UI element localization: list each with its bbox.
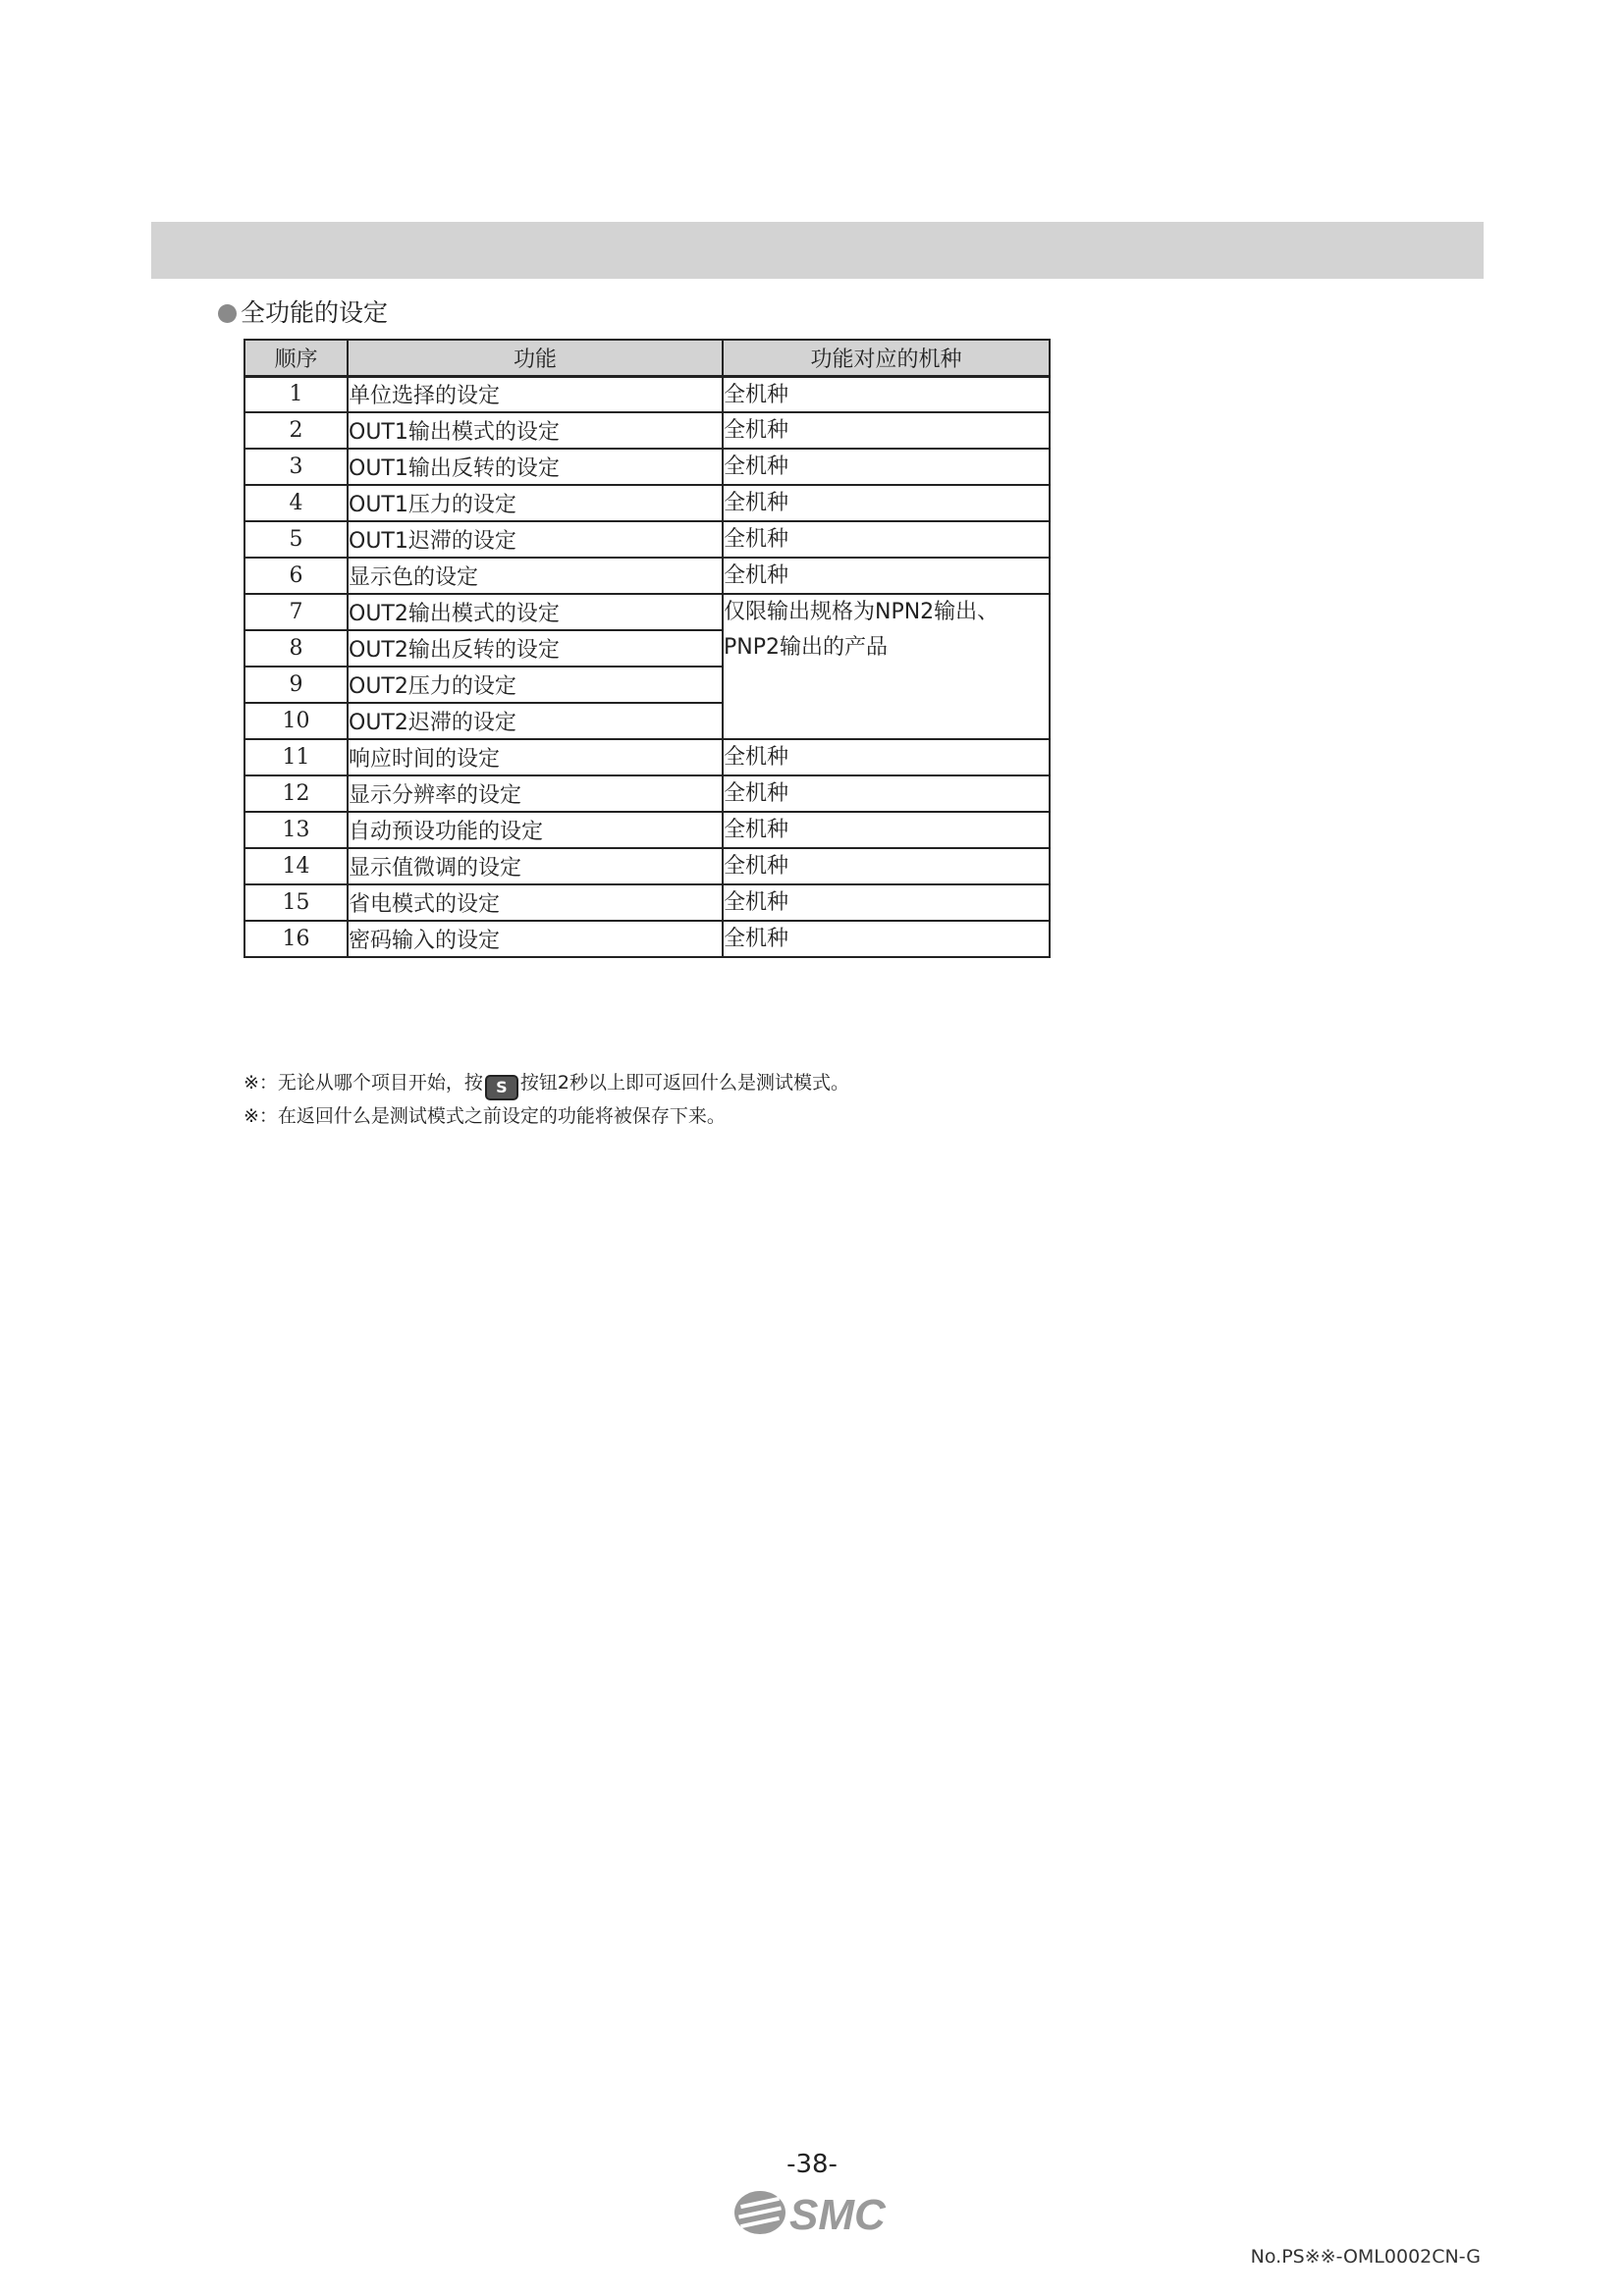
row-model: 全机种 <box>723 521 1050 558</box>
logo-text: SMC <box>789 2191 886 2239</box>
row-function: OUT2压力的设定 <box>348 667 723 703</box>
row-function: OUT1输出反转的设定 <box>348 449 723 485</box>
table-row <box>244 449 1050 485</box>
section-title-text: 全功能的设定 <box>241 298 389 327</box>
row-number: 3 <box>244 449 348 485</box>
row-number: 1 <box>244 376 348 412</box>
bullet-icon <box>218 304 237 323</box>
row-number: 15 <box>244 884 348 921</box>
row-function: OUT2输出反转的设定 <box>348 630 723 667</box>
row-number: 16 <box>244 921 348 957</box>
header-model: 功能对应的机种 <box>723 340 1050 376</box>
row-number: 9 <box>244 667 348 703</box>
table-row <box>244 739 1050 775</box>
row-model: 全机种 <box>723 848 1050 884</box>
row-number: 2 <box>244 412 348 449</box>
row-number: 10 <box>244 703 348 739</box>
row-model-merged <box>723 594 1050 739</box>
row-model: 全机种 <box>723 376 1050 412</box>
row-number: 6 <box>244 558 348 594</box>
row-number: 5 <box>244 521 348 558</box>
section-header-band <box>151 222 1484 279</box>
row-function: OUT1输出模式的设定 <box>348 412 723 449</box>
row-number: 8 <box>244 630 348 667</box>
page-number: -38- <box>786 2150 838 2179</box>
row-function: 显示分辨率的设定 <box>348 775 723 812</box>
row-function: OUT1压力的设定 <box>348 485 723 521</box>
row-number: 13 <box>244 812 348 848</box>
row-model: 全机种 <box>723 884 1050 921</box>
row-model: 全机种 <box>723 485 1050 521</box>
table-row <box>244 376 1050 412</box>
row-function: 显示色的设定 <box>348 558 723 594</box>
row-number: 11 <box>244 739 348 775</box>
header-order: 顺序 <box>244 340 348 376</box>
row-number: 12 <box>244 775 348 812</box>
notes <box>244 1066 849 1133</box>
header-function: 功能 <box>348 340 723 376</box>
row-model: 全机种 <box>723 739 1050 775</box>
merged-model-line1: 仅限输出规格为NPN2输出、 <box>724 600 1000 624</box>
table-row <box>244 558 1050 594</box>
document-number: No.PS※※-OML0002CN-G <box>1250 2246 1481 2268</box>
s-button-icon: S <box>485 1075 518 1100</box>
row-function: 显示值微调的设定 <box>348 848 723 884</box>
table-row <box>244 812 1050 848</box>
note-1-before: ※：无论从哪个项目开始，按 <box>244 1072 483 1094</box>
note-1 <box>244 1066 849 1099</box>
table-row <box>244 921 1050 957</box>
row-function: OUT1迟滞的设定 <box>348 521 723 558</box>
note-1-after: 按钮2秒以上即可返回什么是测试模式。 <box>519 1072 850 1094</box>
merged-model-line2: PNP2输出的产品 <box>724 635 888 660</box>
row-function: OUT2迟滞的设定 <box>348 703 723 739</box>
row-model: 全机种 <box>723 449 1050 485</box>
row-number: 14 <box>244 848 348 884</box>
row-model: 全机种 <box>723 812 1050 848</box>
table-row <box>244 594 1050 630</box>
table-row <box>244 412 1050 449</box>
section-title <box>218 296 388 330</box>
row-model: 全机种 <box>723 558 1050 594</box>
row-function: 响应时间的设定 <box>348 739 723 775</box>
row-model: 全机种 <box>723 921 1050 957</box>
row-function: 自动预设功能的设定 <box>348 812 723 848</box>
table-row <box>244 884 1050 921</box>
row-number: 4 <box>244 485 348 521</box>
table-row <box>244 485 1050 521</box>
function-table <box>244 339 1051 958</box>
row-function: OUT2输出模式的设定 <box>348 594 723 630</box>
row-model: 全机种 <box>723 412 1050 449</box>
table-row <box>244 521 1050 558</box>
table-row <box>244 775 1050 812</box>
row-number: 7 <box>244 594 348 630</box>
row-model: 全机种 <box>723 775 1050 812</box>
smc-logo-icon <box>732 2183 909 2242</box>
table-row <box>244 848 1050 884</box>
note-2: ※：在返回什么是测试模式之前设定的功能将被保存下来。 <box>244 1105 726 1127</box>
row-function: 单位选择的设定 <box>348 376 723 412</box>
table-header-row <box>244 340 1050 376</box>
row-function: 密码输入的设定 <box>348 921 723 957</box>
row-function: 省电模式的设定 <box>348 884 723 921</box>
